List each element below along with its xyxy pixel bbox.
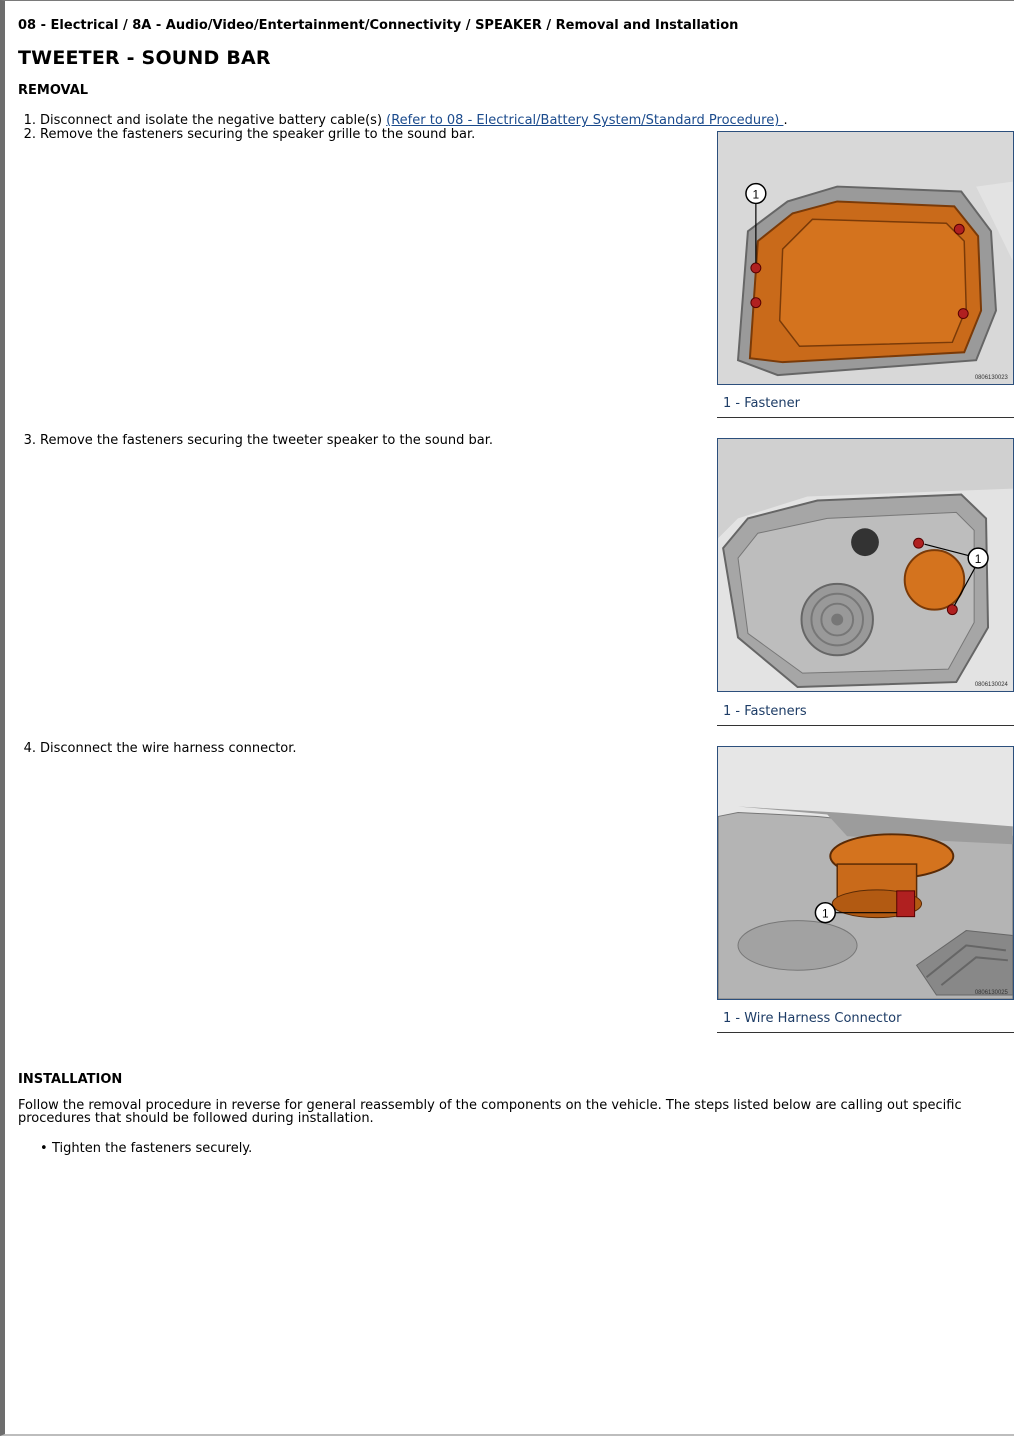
breadcrumb: 08 - Electrical / 8A - Audio/Video/Entertainment/Connectivity / SPEAKER / Removal and Installation: [18, 18, 739, 33]
installation-heading: INSTALLATION: [18, 1072, 123, 1087]
removal-step-2: [20, 127, 475, 142]
step-text: Remove the fasteners securing the tweeter speaker to the sound bar.: [40, 433, 494, 448]
figure-caption: 1 - Fastener: [717, 396, 1014, 418]
removal-step-1: [20, 113, 788, 128]
step-number: 4.: [23, 741, 36, 756]
wire-harness-illustration: [718, 747, 1013, 999]
step-number: 3.: [23, 433, 36, 448]
step-suffix: .: [783, 113, 788, 128]
installation-paragraph: Follow the removal procedure in reverse for general reassembly of the components on the vehicle. The steps listed below are calling out specific procedures that should be followed during installation.: [18, 1098, 962, 1126]
step-text: Disconnect the wire harness connector.: [40, 741, 297, 756]
figure-code: 0806130023: [974, 375, 1008, 382]
removal-step-4: [20, 741, 297, 756]
battery-procedure-link[interactable]: (Refer to 08 - Electrical/Battery System/Standard Procedure): [386, 113, 784, 128]
removal-heading: REMOVAL: [18, 83, 89, 98]
step-text: Remove the fasteners securing the speaker grille to the sound bar.: [40, 127, 476, 142]
step-text: Disconnect and isolate the negative battery cable(s): [40, 113, 387, 128]
figure-code: 0806130025: [974, 990, 1008, 997]
callout-number: 1: [822, 906, 829, 921]
figure-caption: 1 - Fasteners: [717, 704, 1014, 726]
removal-step-3: [20, 433, 493, 448]
figure-speaker-grille: [717, 131, 1014, 385]
callout-number: 1: [752, 187, 760, 202]
installation-bullet: [40, 1141, 252, 1156]
tweeter-speaker-illustration: [718, 439, 1013, 691]
figure-tweeter-speaker: [717, 438, 1014, 692]
step-number: 2.: [23, 127, 36, 142]
figure-wire-harness: [717, 746, 1014, 1000]
step-number: 1.: [23, 113, 36, 128]
callout-number: 1: [974, 552, 982, 567]
bullet-text: Tighten the fasteners securely.: [52, 1141, 253, 1156]
figure-code: 0806130024: [974, 682, 1008, 689]
bullet-dot: •: [40, 1141, 48, 1156]
speaker-grille-illustration: [718, 132, 1013, 384]
figure-caption: 1 - Wire Harness Connector: [717, 1011, 1014, 1033]
page-title: TWEETER - SOUND BAR: [18, 47, 271, 69]
